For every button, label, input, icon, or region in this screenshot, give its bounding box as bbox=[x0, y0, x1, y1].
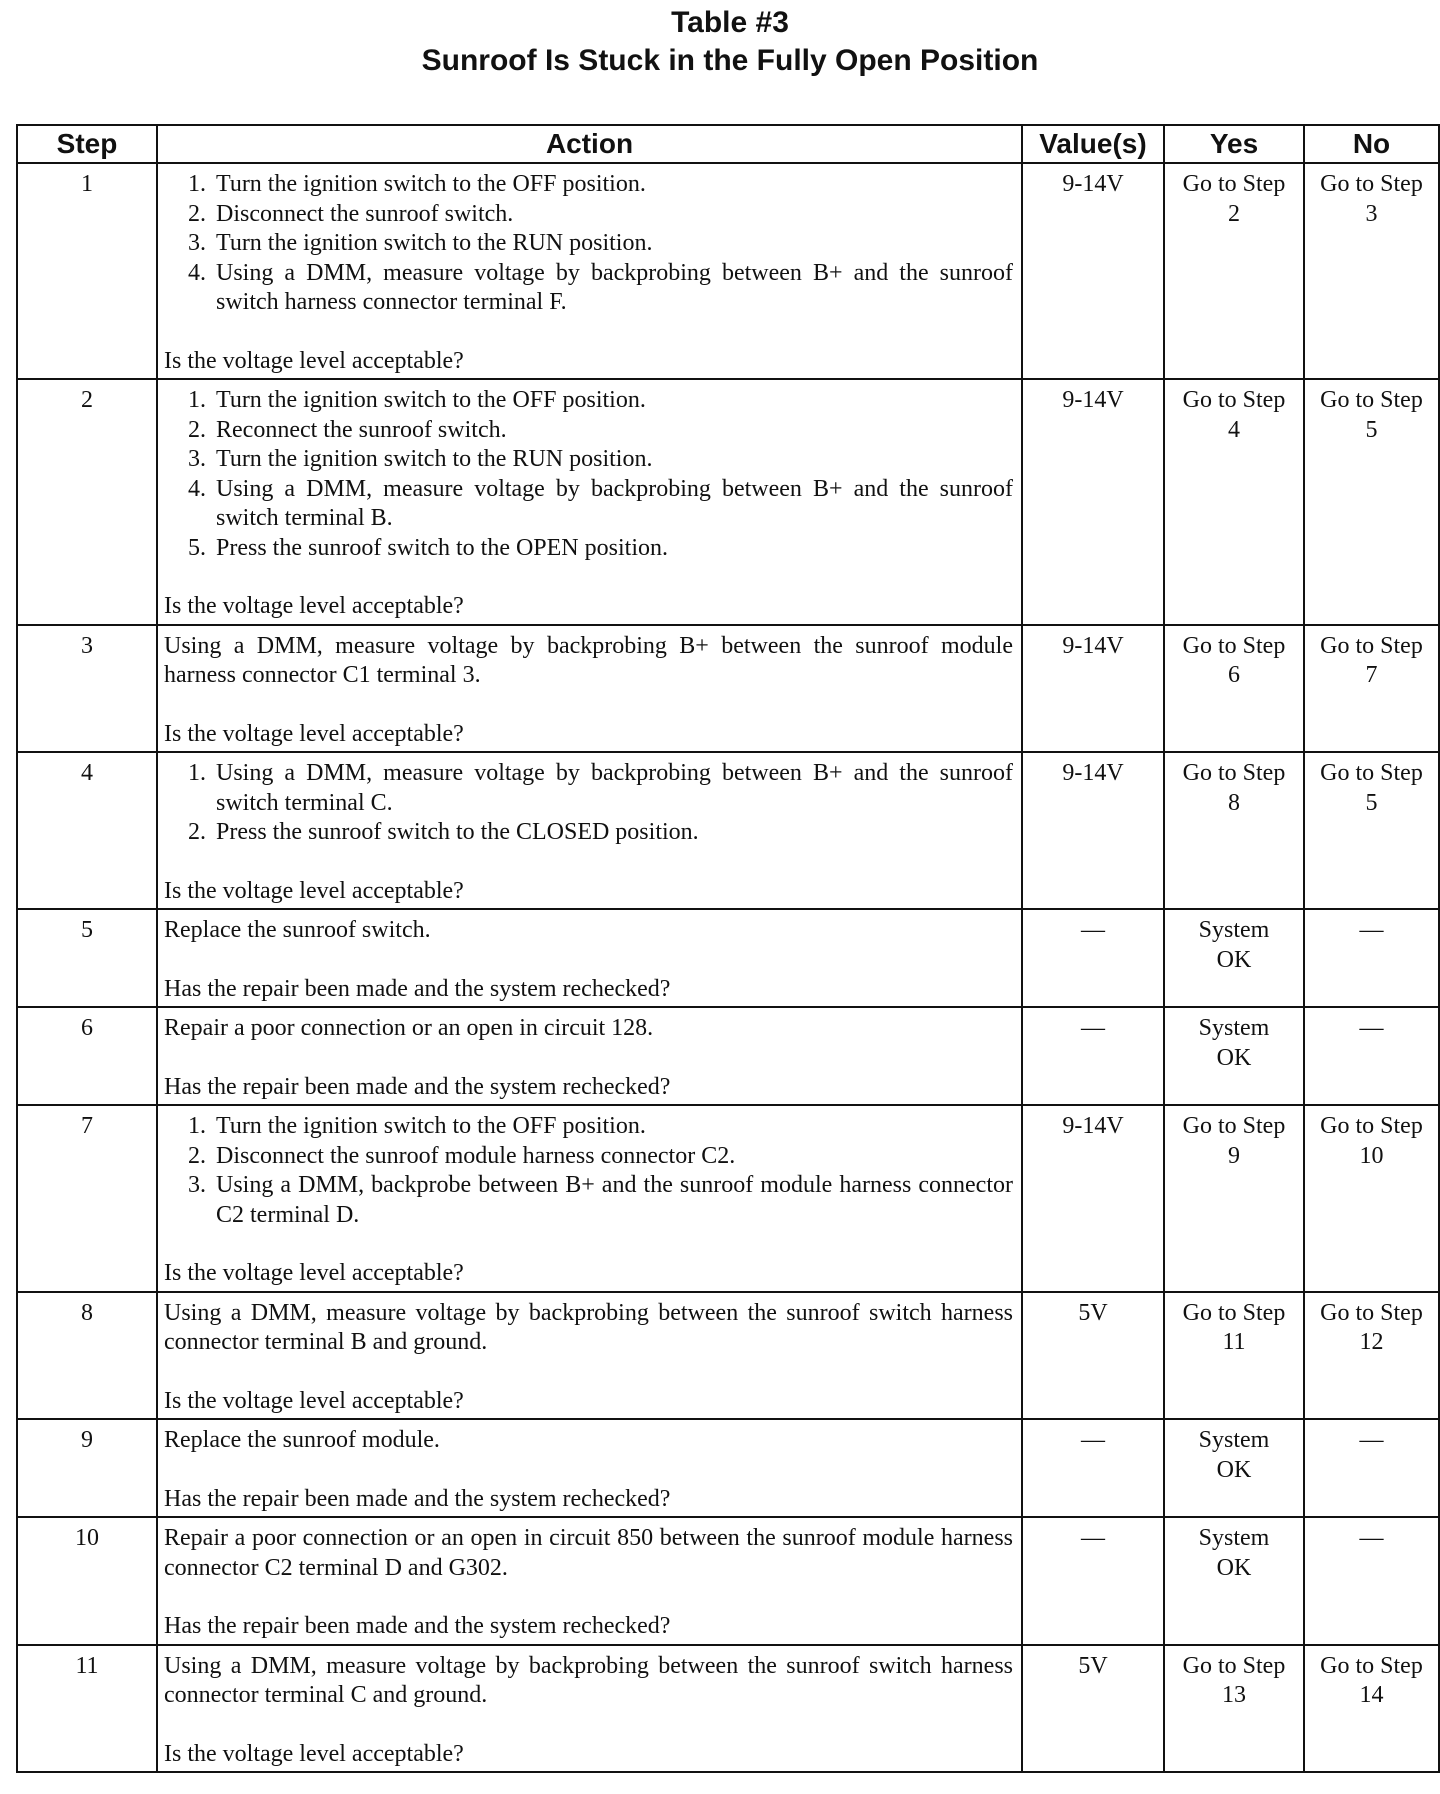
header-values: Value(s) bbox=[1022, 125, 1164, 163]
value-cell: — bbox=[1022, 1007, 1164, 1105]
no-outcome-line: — bbox=[1359, 1427, 1384, 1453]
action-step: 1. Turn the ignition switch to the OFF position. bbox=[212, 1112, 1013, 1142]
action-step: 1. Using a DMM, measure voltage by backprobing between B+ and the sunroof switch terminal C. bbox=[212, 759, 1013, 818]
action-text: Using a DMM, measure voltage by backprobing B+ between the sunroof module harness connector C1 terminal 3. bbox=[164, 632, 1013, 688]
action-step: 1. Turn the ignition switch to the OFF position. bbox=[212, 386, 1013, 416]
action-step: 4. Using a DMM, measure voltage by backprobing between B+ and the sunroof switch terminal B. bbox=[212, 475, 1013, 534]
yes-cell bbox=[1164, 163, 1304, 379]
no-outcome-line: — bbox=[1359, 1525, 1384, 1551]
value-cell: 5V bbox=[1022, 1645, 1164, 1773]
action-question: Is the voltage level acceptable? bbox=[164, 1740, 464, 1767]
action-cell bbox=[157, 1419, 1022, 1517]
yes-outcome-line: 8 bbox=[1228, 789, 1240, 816]
table-row bbox=[17, 1645, 1439, 1773]
step-number: 5 bbox=[17, 909, 157, 1007]
action-text: Replace the sunroof switch. bbox=[164, 917, 431, 943]
action-question: Is the voltage level acceptable? bbox=[164, 593, 464, 619]
action-step: 2. Press the sunroof switch to the CLOSED position. bbox=[212, 818, 1013, 848]
no-cell bbox=[1304, 1105, 1439, 1292]
yes-outcome-line: Go to Step bbox=[1182, 1652, 1286, 1679]
step-number: 2 bbox=[17, 379, 157, 625]
step-number: 3 bbox=[17, 625, 157, 753]
action-cell bbox=[157, 909, 1022, 1007]
step-number: 7 bbox=[17, 1105, 157, 1292]
yes-outcome-line: Go to Step bbox=[1182, 632, 1286, 659]
table-row bbox=[17, 909, 1439, 1007]
no-cell bbox=[1304, 163, 1439, 379]
table-row bbox=[17, 1292, 1439, 1420]
no-outcome-line: 14 bbox=[1359, 1682, 1384, 1708]
no-cell bbox=[1304, 625, 1439, 753]
no-outcome-line: Go to Step bbox=[1320, 632, 1423, 659]
action-cell bbox=[157, 1007, 1022, 1105]
table-row bbox=[17, 379, 1439, 625]
yes-cell bbox=[1164, 909, 1304, 1007]
action-steps-list bbox=[164, 1112, 1013, 1230]
step-number: 11 bbox=[17, 1645, 157, 1773]
action-step: 3. Using a DMM, backprobe between B+ and the sunroof module harness connector C2 terminal D. bbox=[212, 1171, 1013, 1230]
action-question: Has the repair been made and the system rechecked? bbox=[164, 1073, 671, 1100]
no-cell bbox=[1304, 1645, 1439, 1773]
action-steps-list bbox=[164, 386, 1013, 563]
value-cell: 5V bbox=[1022, 1292, 1164, 1420]
no-outcome-line: 12 bbox=[1359, 1329, 1384, 1355]
action-text: Repair a poor connection or an open in circuit 850 between the sunroof module harness connector C2 terminal D and G302. bbox=[164, 1525, 1013, 1581]
action-cell bbox=[157, 1645, 1022, 1773]
yes-cell bbox=[1164, 379, 1304, 625]
yes-outcome-line: 2 bbox=[1228, 200, 1240, 227]
step-number: 9 bbox=[17, 1419, 157, 1517]
no-cell bbox=[1304, 1419, 1439, 1517]
action-question: Has the repair been made and the system rechecked? bbox=[164, 975, 671, 1002]
yes-outcome-line: OK bbox=[1216, 1044, 1252, 1071]
no-outcome-line: Go to Step bbox=[1320, 1113, 1423, 1139]
no-outcome-line: 5 bbox=[1365, 789, 1378, 816]
no-outcome-line: 5 bbox=[1365, 416, 1378, 443]
no-cell bbox=[1304, 1517, 1439, 1645]
action-text: Replace the sunroof module. bbox=[164, 1427, 440, 1453]
yes-cell bbox=[1164, 1419, 1304, 1517]
action-step: 2. Disconnect the sunroof module harness connector C2. bbox=[212, 1142, 1013, 1172]
table-row bbox=[17, 1419, 1439, 1517]
action-cell bbox=[157, 1517, 1022, 1645]
action-question: Has the repair been made and the system rechecked? bbox=[164, 1613, 671, 1639]
yes-cell bbox=[1164, 1292, 1304, 1420]
action-cell bbox=[157, 1292, 1022, 1420]
action-question: Is the voltage level acceptable? bbox=[164, 877, 464, 904]
table-title: Table #3 bbox=[671, 6, 789, 39]
no-outcome-line: Go to Step bbox=[1320, 760, 1423, 786]
header-step: Step bbox=[17, 125, 157, 163]
action-text: Using a DMM, measure voltage by backprobing between the sunroof switch harness connector terminal B and ground. bbox=[164, 1299, 1013, 1355]
no-outcome-line: 10 bbox=[1359, 1142, 1384, 1169]
action-question: Is the voltage level acceptable? bbox=[164, 1387, 464, 1414]
table-row bbox=[17, 752, 1439, 909]
table-heading bbox=[0, 4, 1440, 80]
yes-outcome-line: 9 bbox=[1228, 1142, 1240, 1169]
value-cell: — bbox=[1022, 909, 1164, 1007]
table-body bbox=[17, 163, 1439, 1772]
yes-outcome-line: Go to Step bbox=[1182, 1299, 1286, 1326]
action-text: Using a DMM, measure voltage by backprobing between the sunroof switch harness connector terminal C and ground. bbox=[164, 1652, 1013, 1708]
action-steps-list bbox=[164, 759, 1013, 848]
action-cell bbox=[157, 1105, 1022, 1292]
no-cell bbox=[1304, 379, 1439, 625]
no-outcome-line: Go to Step bbox=[1320, 171, 1423, 197]
no-outcome-line: Go to Step bbox=[1320, 1299, 1423, 1326]
no-outcome-line: 7 bbox=[1365, 662, 1378, 688]
action-step: 4. Using a DMM, measure voltage by backprobing between B+ and the sunroof switch harness connector terminal F. bbox=[212, 259, 1013, 318]
no-outcome-line: — bbox=[1359, 917, 1384, 943]
action-step: 5. Press the sunroof switch to the OPEN position. bbox=[212, 534, 1013, 564]
no-outcome-line: 3 bbox=[1365, 200, 1378, 227]
no-cell bbox=[1304, 1292, 1439, 1420]
table-row bbox=[17, 1007, 1439, 1105]
no-outcome-line: Go to Step bbox=[1320, 387, 1423, 413]
action-cell bbox=[157, 163, 1022, 379]
yes-outcome-line: OK bbox=[1216, 946, 1252, 973]
action-step: 2. Disconnect the sunroof switch. bbox=[212, 200, 1013, 230]
action-question: Is the voltage level acceptable? bbox=[164, 720, 464, 747]
yes-cell bbox=[1164, 752, 1304, 909]
action-question: Has the repair been made and the system rechecked? bbox=[164, 1485, 671, 1512]
table-row bbox=[17, 625, 1439, 753]
yes-outcome-line: Go to Step bbox=[1182, 171, 1286, 197]
table-row bbox=[17, 163, 1439, 379]
action-question: Is the voltage level acceptable? bbox=[164, 347, 464, 374]
value-cell: 9-14V bbox=[1022, 1105, 1164, 1292]
yes-cell bbox=[1164, 1517, 1304, 1645]
yes-outcome-line: 6 bbox=[1228, 662, 1240, 688]
yes-cell bbox=[1164, 625, 1304, 753]
yes-outcome-line: Go to Step bbox=[1182, 387, 1286, 413]
value-cell: — bbox=[1022, 1517, 1164, 1645]
step-number: 4 bbox=[17, 752, 157, 909]
yes-outcome-line: OK bbox=[1216, 1456, 1252, 1483]
no-cell bbox=[1304, 1007, 1439, 1105]
value-cell: 9-14V bbox=[1022, 379, 1164, 625]
no-outcome-line: Go to Step bbox=[1320, 1652, 1423, 1679]
yes-cell bbox=[1164, 1007, 1304, 1105]
value-cell: 9-14V bbox=[1022, 752, 1164, 909]
action-cell bbox=[157, 379, 1022, 625]
action-question: Is the voltage level acceptable? bbox=[164, 1260, 464, 1286]
yes-outcome-line: 13 bbox=[1222, 1682, 1246, 1708]
yes-outcome-line: System bbox=[1198, 1427, 1270, 1453]
action-text: Repair a poor connection or an open in circuit 128. bbox=[164, 1015, 654, 1041]
action-step: 3. Turn the ignition switch to the RUN position. bbox=[212, 229, 1013, 259]
header-no: No bbox=[1304, 125, 1439, 163]
action-step: 2. Reconnect the sunroof switch. bbox=[212, 416, 1013, 446]
yes-outcome-line: System bbox=[1198, 917, 1270, 943]
action-step: 3. Turn the ignition switch to the RUN position. bbox=[212, 445, 1013, 475]
step-number: 10 bbox=[17, 1517, 157, 1645]
yes-outcome-line: 4 bbox=[1228, 416, 1240, 443]
no-outcome-line: — bbox=[1359, 1015, 1384, 1041]
action-step: 1. Turn the ignition switch to the OFF position. bbox=[212, 170, 1013, 200]
table-row bbox=[17, 1517, 1439, 1645]
no-cell bbox=[1304, 909, 1439, 1007]
yes-outcome-line: 11 bbox=[1222, 1329, 1246, 1355]
step-number: 8 bbox=[17, 1292, 157, 1420]
value-cell: 9-14V bbox=[1022, 163, 1164, 379]
no-cell bbox=[1304, 752, 1439, 909]
yes-cell bbox=[1164, 1645, 1304, 1773]
diagnostic-table bbox=[16, 124, 1440, 1773]
yes-outcome-line: Go to Step bbox=[1182, 760, 1286, 786]
header-yes: Yes bbox=[1164, 125, 1304, 163]
yes-outcome-line: OK bbox=[1216, 1554, 1252, 1581]
action-cell bbox=[157, 752, 1022, 909]
action-steps-list bbox=[164, 170, 1013, 318]
value-cell: 9-14V bbox=[1022, 625, 1164, 753]
header-action: Action bbox=[157, 125, 1022, 163]
yes-outcome-line: System bbox=[1198, 1525, 1270, 1551]
step-number: 1 bbox=[17, 163, 157, 379]
table-subtitle: Sunroof Is Stuck in the Fully Open Position bbox=[421, 44, 1039, 77]
yes-outcome-line: System bbox=[1198, 1015, 1270, 1041]
value-cell: — bbox=[1022, 1419, 1164, 1517]
yes-outcome-line: Go to Step bbox=[1182, 1113, 1286, 1139]
header-row bbox=[17, 125, 1439, 163]
yes-cell bbox=[1164, 1105, 1304, 1292]
table-row bbox=[17, 1105, 1439, 1292]
action-cell bbox=[157, 625, 1022, 753]
step-number: 6 bbox=[17, 1007, 157, 1105]
